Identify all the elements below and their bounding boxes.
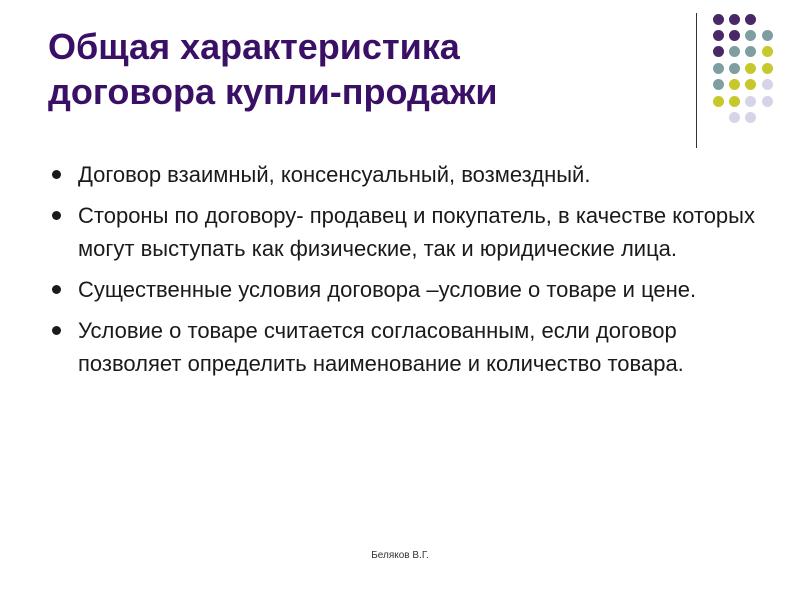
slide-title-line-1: Общая характеристика — [48, 26, 460, 67]
decorative-dot — [745, 96, 756, 107]
bullet-marker-icon — [52, 170, 61, 179]
decorative-dot — [713, 46, 724, 57]
decorative-dot — [713, 30, 724, 41]
bullet-marker-icon — [52, 326, 61, 335]
decorative-dot — [729, 63, 740, 74]
bullet-item — [48, 273, 763, 306]
decorative-dot — [713, 63, 724, 74]
decorative-dot — [745, 63, 756, 74]
bullet-item — [48, 314, 763, 380]
decorative-dot — [713, 96, 724, 107]
slide-title-line-2: договора купли-продажи — [48, 71, 498, 112]
bullet-item — [48, 158, 763, 191]
decorative-dot — [762, 79, 773, 90]
bullet-item — [48, 199, 763, 265]
decorative-dot — [729, 79, 740, 90]
decorative-dot — [762, 30, 773, 41]
decorative-dot — [762, 46, 773, 57]
decorative-dot — [729, 30, 740, 41]
bullet-text: Условие о товаре считается согласованным, если договор позволяет определить наименование и количество товара. — [78, 318, 684, 376]
bullet-list — [48, 158, 763, 388]
decorative-dot — [729, 96, 740, 107]
decorative-dot — [745, 46, 756, 57]
decorative-dot — [713, 14, 724, 25]
decorative-dot-grid — [0, 0, 800, 150]
footer-author: Беляков В.Г. — [371, 550, 429, 561]
decorative-dot — [745, 112, 756, 123]
decorative-dot — [762, 96, 773, 107]
bullet-marker-icon — [52, 211, 61, 220]
decorative-dot — [729, 14, 740, 25]
bullet-text: Договор взаимный, консенсуальный, возмездный. — [78, 162, 591, 187]
decorative-dot — [745, 30, 756, 41]
decorative-dot — [762, 63, 773, 74]
decorative-dot — [745, 14, 756, 25]
bullet-marker-icon — [52, 285, 61, 294]
decorative-dot — [729, 46, 740, 57]
decorative-dot — [729, 112, 740, 123]
bullet-text: Стороны по договору- продавец и покупатель, в качестве которых могут выступать как физические, так и юридические лица. — [78, 203, 755, 261]
decorative-dot — [745, 79, 756, 90]
bullet-text: Существенные условия договора –условие о товаре и цене. — [78, 277, 697, 302]
decorative-dot — [713, 79, 724, 90]
